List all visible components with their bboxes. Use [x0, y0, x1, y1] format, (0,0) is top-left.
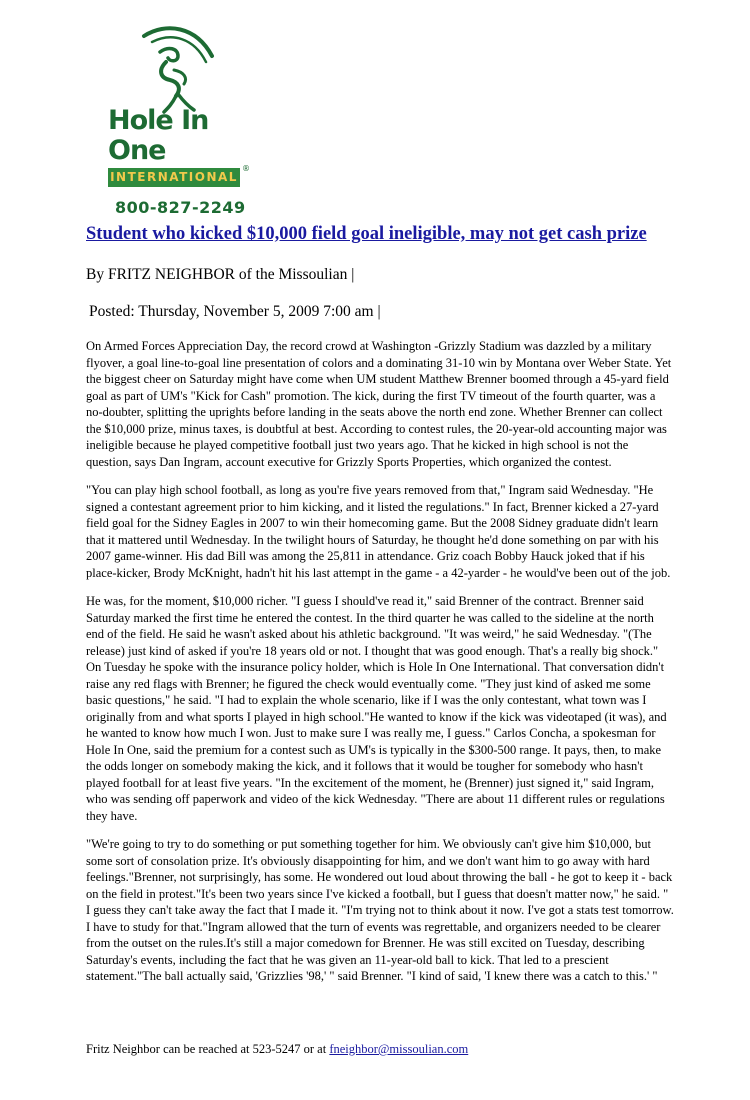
article-posted-date: Posted: Thursday, November 5, 2009 7:00 am | — [89, 303, 381, 320]
author-contact — [86, 1042, 468, 1057]
logo-phone-number: 800-827-2249 — [115, 198, 246, 217]
article-body — [86, 338, 674, 997]
hole-in-one-logo — [108, 22, 258, 217]
golfer-figure-icon — [138, 22, 218, 117]
article-paragraph: On Armed Forces Appreciation Day, the record crowd at Washington -Grizzly Stadium was dazzled by a military flyover, a goal line-to-goal line presentation of colors and a dominating 31-10 win by Montana over Weber State. Yet the biggest cheer on Saturday might have come when UM student Matthew Brenner boomed through a 45-yard field goal as part of UM's "Kick for Cash" promotion. The kick, during the first TV timeout of the fourth quarter, was a no-doubter, splitting the uprights before landing in the seats above the north end zone. Whether Brenner can collect the $10,000 prize, minus taxes, is doubtful at best. According to contest rules, the 20-year-old accounting major was ineligible because he played competitive football just two years ago. That he kicked in high school is not the question, says Dan Ingram, account executive for Grizzly Sports Properties, which organized the contest. — [86, 339, 672, 469]
article-byline: By FRITZ NEIGHBOR of the Missoulian | — [86, 266, 355, 283]
logo-international-banner: INTERNATIONAL — [108, 168, 240, 187]
registered-mark: ® — [242, 164, 250, 173]
author-email-link[interactable]: fneighbor@missoulian.com — [329, 1042, 469, 1056]
article-paragraph: He was, for the moment, $10,000 richer. "I guess I should've read it," said Brenner of the contract. Brenner said Saturday marked the first time he entered the contest. In the third quarter he was called to the sideline at the north end of the field. He said he wasn't asked about his athletic background. "It was weird," he said Wednesday. "(The release) just kind of asked if you're 18 years old or not. I thought that was good enough. That's a really big shock." On Tuesday he spoke with the insurance policy holder, which is Hole In One International. That conversation didn't raise any red flags with Brenner; he figured the check would eventually come. "They just kind of asked me some basic questions," he said. "I had to explain the whole scenario, like if I was the only contestant, what town was I originally from and what sports I played in high school."He wanted to know if the kick was videotaped (it was), and he wanted to know how much I won. Just to make sure I was really me, I guess." Carlos Concha, a spokesman for Hole In One, said the premium for a contest such as UM's is typically in the $300-500 range. It pays, then, to make the odds longer on somebody making the kick, and it follows that it would be tougher for somebody who hasn't played football for at least five years. "In the excitement of the moment, he (Brenner) just signed it," said Ingram, who was sending off paperwork and video of the kick Wednesday. "There are about 11 different rules or regulations they have. — [86, 594, 667, 823]
contact-text: Fritz Neighbor can be reached at 523-5247 or at — [86, 1042, 330, 1056]
article-paragraph: "You can play high school football, as long as you're five years removed from that," Ingram said Wednesday. "He signed a contestant agreement prior to him kicking, and it listed the regulations." In fact, Brenner kicked a 27-yard field goal for the Sidney Eagles in 2007 to win their homecoming game. But the 2008 Sidney graduate didn't learn that it mattered until Wednesday. In the twilight hours of Saturday, he thought he'd done something on par with his 2007 game-winner. His dad Bill was among the 25,811 in attendance. Griz coach Bobby Hauck joked that if his place-kicker, Brody McKnight, hadn't hit his last attempt in the game - a 42-yarder - he would've been out of the job. — [86, 483, 671, 580]
article-paragraph: "We're going to try to do something or put something together for him. We obviously can't give him $10,000, but some sort of consolation prize. It's obviously disappointing for him, and we don't want him to go away with hard feelings."Brenner, not surprisingly, has some. He wondered out loud about throwing the ball - he got to keep it - back on the field in protest."It's been two years since I've kicked a football, but I guess that doesn't matter now," he said. " I guess they can't take away the fact that I made it. "I'm trying not to think about it now. I've got a stats test tomorrow. I have to study for that."Ingram allowed that the turn of events was regrettable, and organizers needed to be clearer from the outset on the rules.It's still a major comedown for Brenner. He was still excited on Tuesday, describing Saturday's events, including the fact that he was given an 11-year-old ball to kick. That led to a prescient statement."The ball actually said, 'Grizzlies '98,' " said Brenner. "I kind of said, 'I knew there was a catch to this.' " — [86, 837, 674, 983]
article-headline-link[interactable]: Student who kicked $10,000 field goal ineligible, may not get cash prize — [86, 224, 647, 244]
logo-wordmark: Hole In One — [108, 105, 209, 166]
